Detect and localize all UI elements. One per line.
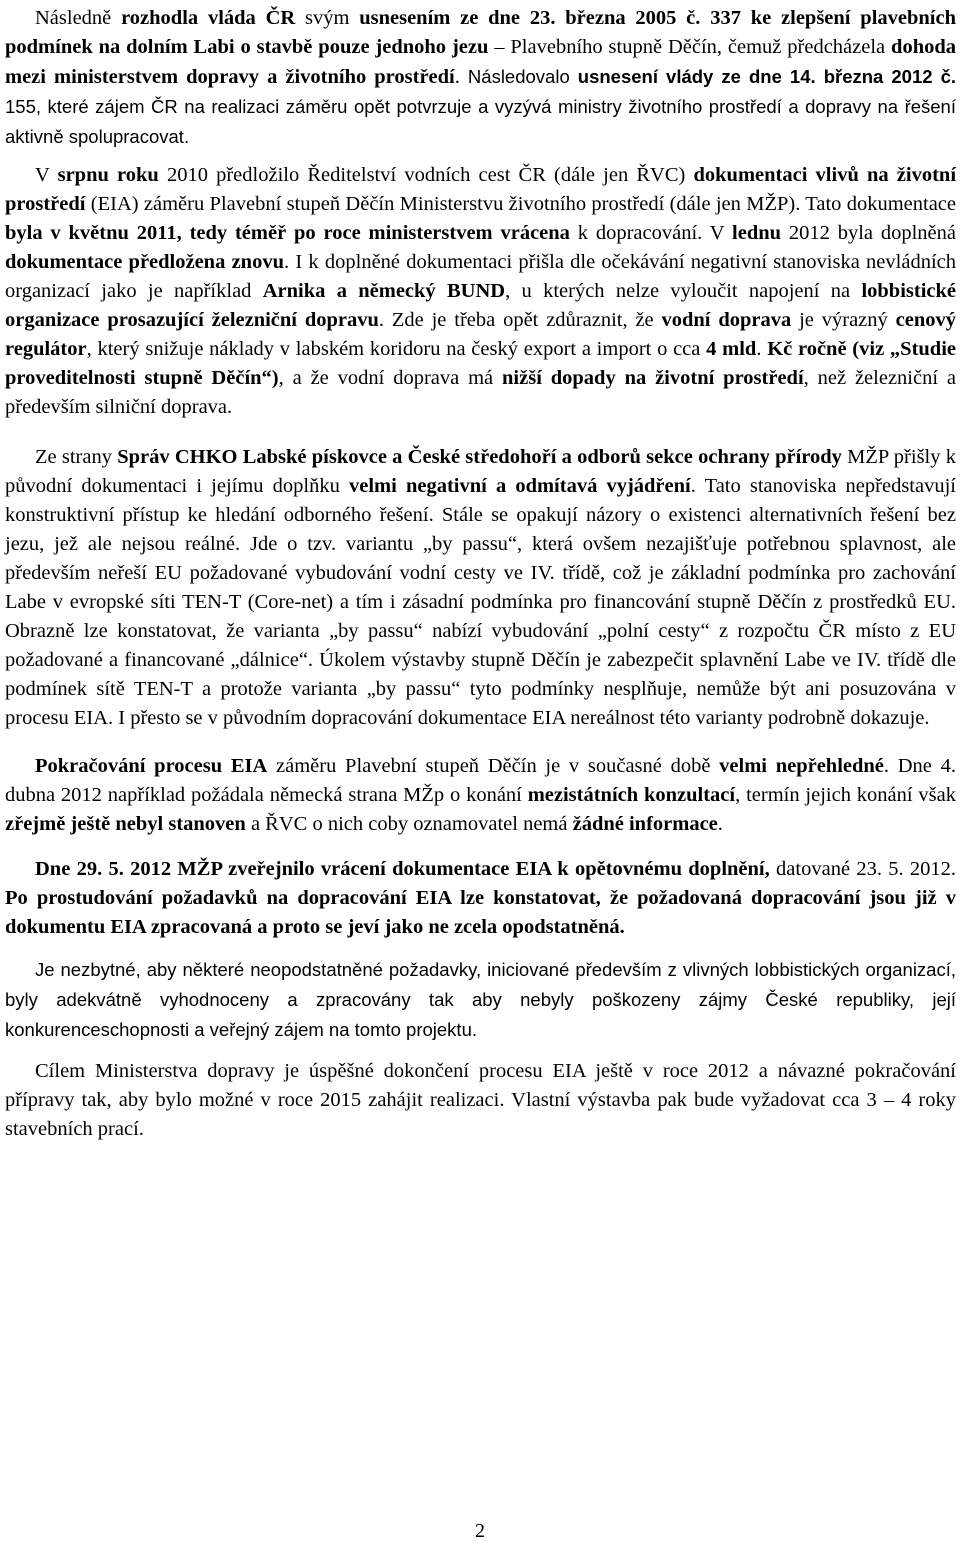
text-run: , než železniční a především silniční doprava. bbox=[5, 367, 957, 418]
paragraph-requirements-evaluation bbox=[5, 955, 956, 1045]
text-run: , a že vodní doprava má bbox=[278, 367, 503, 389]
text-run: Správ CHKO Labské pískovce a České středohoří a odborů sekce ochrany přírody bbox=[117, 446, 842, 468]
text-run: svým bbox=[295, 7, 360, 29]
text-run: Plavebního stupně Děčín, čemuž předcházela bbox=[510, 36, 892, 58]
text-run: . Zde je třeba opět zdůraznit, že bbox=[378, 309, 662, 331]
text-run: (EIA) záměru Plavební stupeň Děčín Ministerstvu životního prostředí (dále jen MŽP). Tato dokumentace bbox=[85, 193, 956, 215]
text-run: usnesením ze dne 23. března 2005 č. bbox=[359, 7, 701, 29]
text-run: Ze strany bbox=[35, 446, 118, 468]
text-run: 2010 předložilo Ředitelství vodních cest ČR (dále jen ŘVC) bbox=[158, 164, 694, 186]
text-run: 2012 byla doplněná bbox=[781, 222, 956, 244]
text-run: 155, které zájem ČR na realizaci záměru opět potvrzuje a vyzývá ministry životního prostředí a dopravy na řešení aktivně spolupracovat. bbox=[5, 96, 956, 147]
text-run: , termín jejich konání však bbox=[735, 784, 956, 806]
text-run: Arnika a německý BUND bbox=[262, 280, 506, 302]
text-run: . bbox=[756, 338, 768, 360]
text-run: . bbox=[717, 813, 723, 835]
text-run: . Tato stanoviska nepředstavují konstruktivní přístup ke hledání odborného řešení. Stále se opakují názory o existenci alternativních řešení bez jezu, jež ale nejsou reálné. Jde o tzv. variantu „by passu“, která ovšem nezajišťuje potřebnou splavnost, ale především neřeší EU požadované vybudování vodní cesty ve IV. třídě, což je základní podmínka pro zachování Labe v evropské síti TEN-T (Core-net) a tím i zásadní podmínka pro financování stupně Děčín z prostředků EU. Obrazně lze konstatovat, že varianta „by passu“ nabízí vybudování „polní cesty“ z rozpočtu ČR místo z EU požadované a financované „dálnice“. Úkolem výstavby stupně Děčín je zabezpečit splavnění Labe ve IV. třídě dle podmínek sítě TEN-T a protože varianta „by passu“ tyto podmínky nesplňuje, nemůže být ani posuzována v procesu EIA. I přesto se v původním dopracování dokumentace EIA nereálnost této varianty podrobně dokazuje. bbox=[5, 475, 956, 729]
text-run: vodní doprava bbox=[661, 309, 792, 331]
text-run: mezistátních konzultací bbox=[527, 784, 736, 806]
text-run: lobbistické organizace prosazující železniční dopravu bbox=[5, 280, 956, 331]
text-run: Následovalo bbox=[467, 66, 578, 87]
paragraph-ministry-goal bbox=[5, 1057, 956, 1144]
text-run: velmi negativní a odmítavá vyjádření bbox=[349, 475, 691, 497]
text-run: lednu bbox=[732, 222, 782, 244]
text-run: – bbox=[488, 36, 511, 58]
text-run: . I k doplněné dokumentaci přišla dle očekávání negativní stanoviska nevládních organizací jako je například bbox=[5, 251, 956, 302]
page-number: 2 bbox=[475, 1520, 485, 1542]
text-run: MŽP přišly k původní dokumentaci i jejímu doplňku bbox=[5, 446, 956, 497]
text-run: Dne 29. 5. 2012 MŽP zveřejnilo vrácení dokumentace EIA k opětovnému doplnění, bbox=[35, 858, 770, 880]
paragraph-eia-returned bbox=[5, 855, 956, 942]
text-run: Je nezbytné, aby některé neopodstatněné požadavky, iniciované především z vlivných lobbistických organizací, byly adekvátně vyhodnoceny a zpracovány tak aby nebyly poškozeny zájmy České republiky, její konkurenceschopnosti a veřejný zájem na tomto projektu. bbox=[5, 959, 956, 1040]
text-run: cenový regulátor bbox=[5, 309, 956, 360]
text-run: Cílem Ministerstva dopravy je úspěšné dokončení procesu EIA ještě v roce 2012 a návazné pokračování přípravy tak, aby bylo možné v roce 2015 zahájit realizaci. Vlastní výstavba pak bude vyžadovat cca 3 – 4 roky stavebních prací. bbox=[5, 1060, 956, 1140]
paragraph-chko-statements bbox=[5, 443, 956, 733]
text-run: nižší dopady na životní prostředí bbox=[502, 367, 804, 389]
text-run: , který snižuje náklady v labském koridoru na český export a import o cca bbox=[86, 338, 707, 360]
text-run: žádné informace bbox=[572, 813, 718, 835]
text-run: V bbox=[35, 164, 58, 186]
text-run: rozhodla vláda ČR bbox=[121, 7, 296, 29]
text-run: , u kterých nelze vyloučit napojení na bbox=[505, 280, 862, 302]
text-run: velmi nepřehledné bbox=[719, 755, 884, 777]
text-run: Po prostudování požadavků na dopracování EIA lze konstatovat, že požadovaná dopracování jsou již v dokumentu EIA zpracovaná a proto se jeví jako ne zcela opodstatněná. bbox=[5, 887, 956, 938]
text-run: zřejmě ještě nebyl stanoven bbox=[5, 813, 246, 835]
text-run bbox=[700, 7, 710, 29]
text-run: usnesení vlády ze dne 14. března 2012 č. bbox=[577, 66, 957, 87]
text-run: Pokračování procesu EIA bbox=[35, 755, 268, 777]
text-run: Následně bbox=[35, 7, 122, 29]
text-run: . Dne 4. dubna 2012 například požádala německá strana MŽp o konání bbox=[5, 755, 956, 806]
text-run: k dopracování. V bbox=[569, 222, 733, 244]
text-run: byla v květnu 2011, tedy téměř po roce ministerstvem vrácena bbox=[5, 222, 570, 244]
text-run: záměru Plavební stupeň Děčín je v současné době bbox=[267, 755, 720, 777]
text-run: dokumentace předložena znovu bbox=[5, 251, 284, 273]
text-run: datované 23. 5. 2012. bbox=[769, 858, 956, 880]
paragraph-government-resolution bbox=[5, 4, 956, 152]
text-run: je výrazný bbox=[791, 309, 896, 331]
text-run: Kč ročně (viz „Studie proveditelnosti stupně Děčín“) bbox=[5, 338, 956, 389]
paragraph-eia-documentation bbox=[5, 161, 956, 422]
text-run: dohoda mezi ministerstvem dopravy a životního prostředí bbox=[5, 36, 957, 88]
document-page bbox=[5, 4, 956, 1144]
text-run: . bbox=[454, 66, 468, 88]
text-run: 337 ke zlepšení plavebních podmínek na dolním Labi o stavbě pouze jednoho jezu bbox=[5, 7, 956, 58]
text-run: dokumentaci vlivů na životní prostředí bbox=[5, 164, 957, 215]
paragraph-eia-continuation bbox=[5, 752, 956, 839]
text-run: a ŘVC o nich coby oznamovatel nemá bbox=[245, 813, 573, 835]
text-run: 4 mld bbox=[706, 338, 757, 360]
text-run: srpnu roku bbox=[57, 164, 159, 186]
